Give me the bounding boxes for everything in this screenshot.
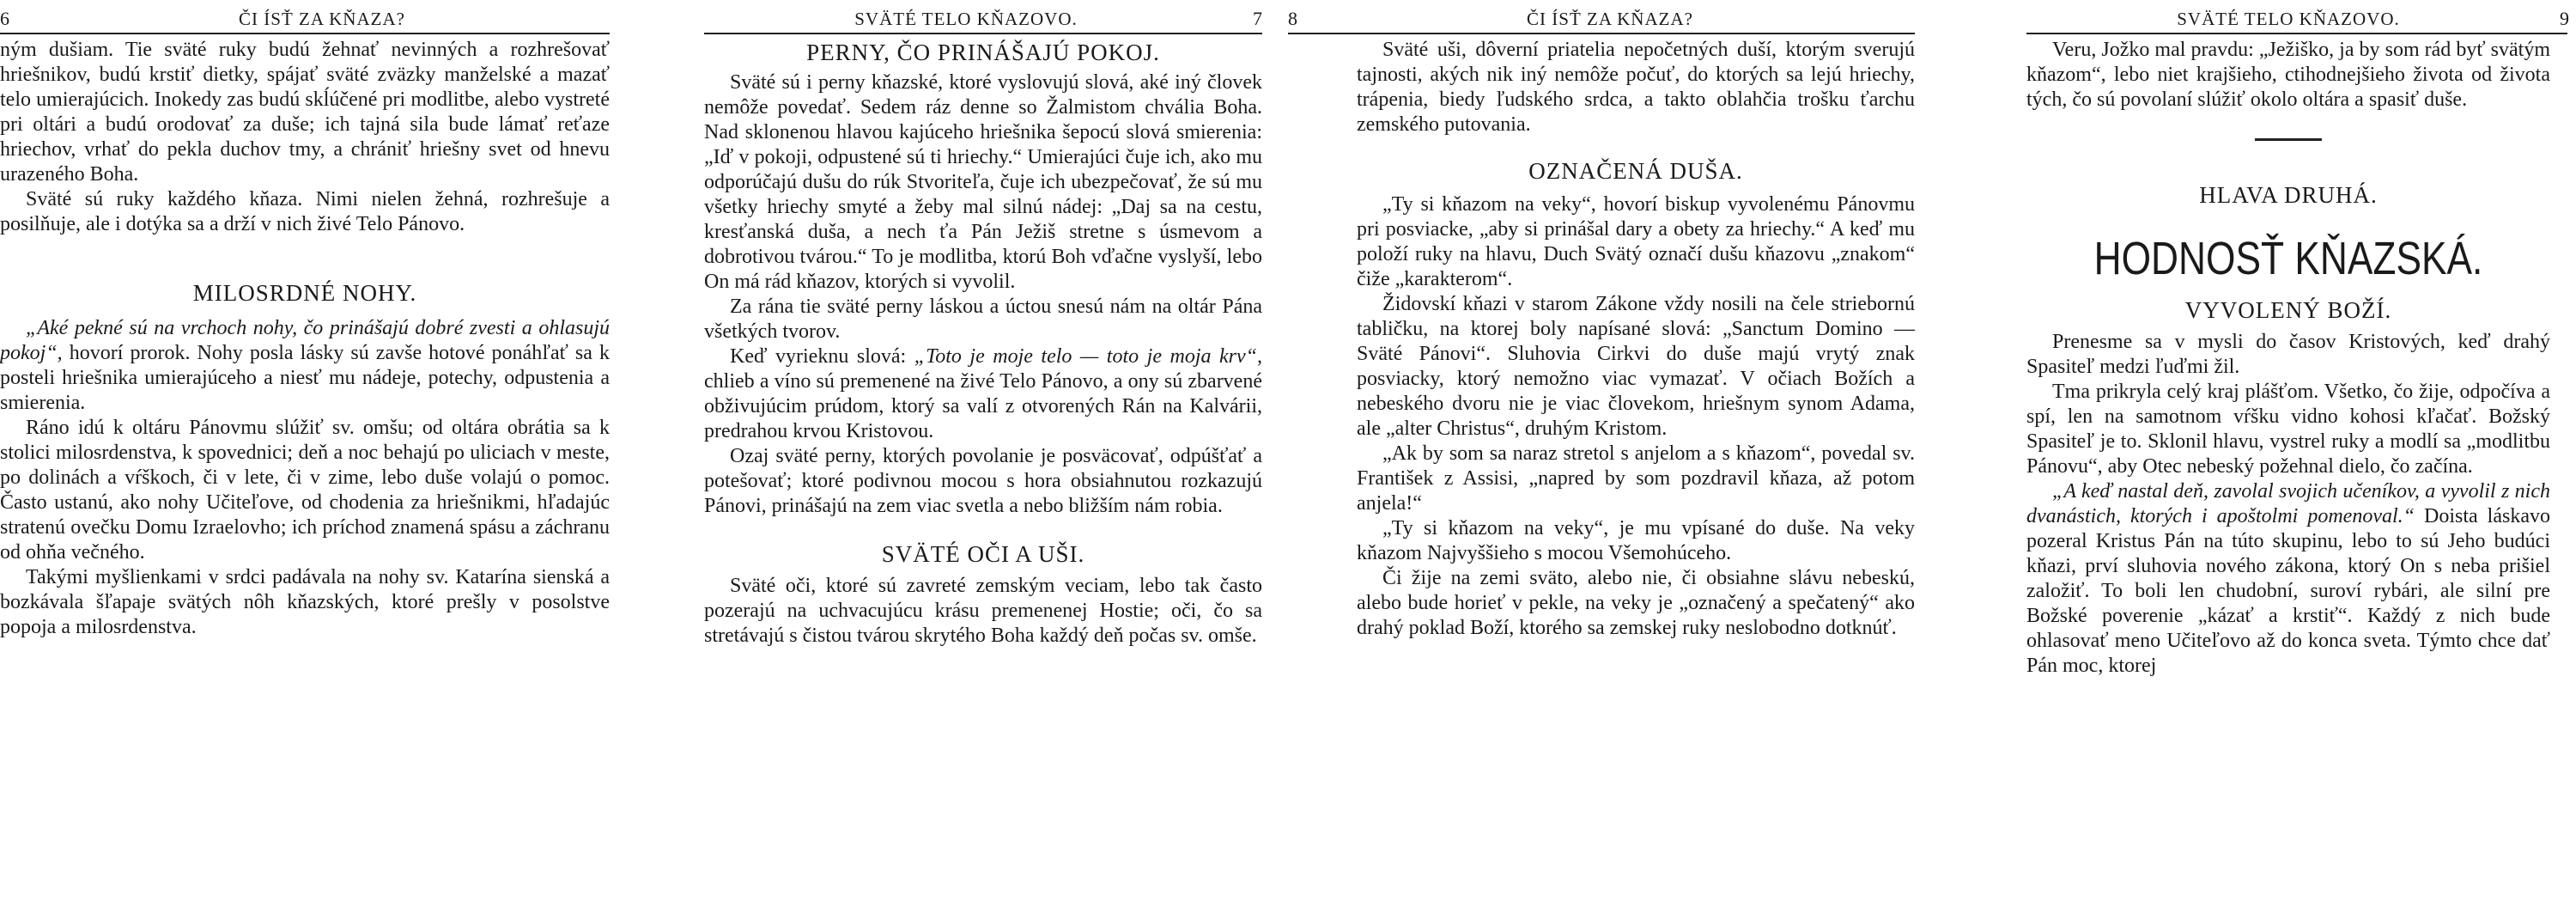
header-rule <box>1288 33 1915 34</box>
running-title: SVÄTÉ TELO KŇAZOVO. <box>2177 9 2400 29</box>
quote-italic: „A keď nastal deň, zavolal svojich učeníkov, a vyvolil z nich dvanástich, ktorých i apoštolmi pomenoval.“ <box>2026 480 2550 527</box>
paragraph: Takými myšlienkami v srdci padávala na nohy sv. Katarína sienská a bozkávala šľapaje svätých nôh kňazských, ktoré prešly v posolstve popoja a milosrdenstva. <box>0 566 610 638</box>
paragraph <box>2026 479 2550 679</box>
paragraph <box>704 344 1262 444</box>
running-header <box>1932 2 2576 36</box>
paragraph: Či žije na zemi sväto, alebo nie, či obsiahne slávu nebeskú, alebo bude horieť v pekle, na veky je „označený a spečatený“ ako drahý poklad Boží, ktorého sa zemskej ruky neslobodno dotknúť. <box>1357 567 1915 639</box>
section-heading: PERNY, ČO PRINÁŠAJÚ POKOJ. <box>806 40 1160 65</box>
header-rule <box>704 33 1262 34</box>
paragraph: Židovskí kňazi v starom Zákone vždy nosili na čele striebornú tabličku, na ktorej boly napísané slová: „Sanctum Domino — Sväté Pánovi“. Sluhovia Cirkvi do duše majú vrytý znak posviacky, ktorý nemožno viac vymazať. V očiach Božích a nebeského dvoru nie je viac človekom, hriešnym synom Adama, ale „alter Christus“, druhým Kristom. <box>1357 293 1915 440</box>
section-heading: OZNAČENÁ DUŠA. <box>1528 158 1743 184</box>
paragraph: Ozaj sväté perny, ktorých povolanie je posväcovať, odpúšťať a potešovať; ktoré podivnou mocou s hora obsiahnutou rozkazujú Pánovi, prinášajú na zem viac svetla a nebo bližším nám robia. <box>704 445 1262 517</box>
paragraph: Veru, Jožko mal pravdu: „Ježiško, ja by som rád byť svätým kňazom“, lebo niet krajšieho, ctihodnejšieho života od života tých, čo sú povolaní slúžiť okolo oltára a spasiť duše. <box>2026 39 2550 111</box>
page-6 <box>0 0 644 908</box>
running-title: SVÄTÉ TELO KŇAZOVO. <box>854 9 1078 29</box>
page-number: 6 <box>0 8 9 29</box>
paragraph: „Ty si kňazom na veky“, je mu vpísané do duše. Na veky kňazom Najvyššieho s mocou Všemohúceho. <box>1357 517 1915 564</box>
page-9 <box>1932 0 2576 908</box>
quote-italic: „Toto je moje telo — toto je moja krv“, <box>914 345 1263 368</box>
page-7 <box>644 0 1288 908</box>
header-rule <box>2026 33 2567 34</box>
paragraph: Sväté uši, dôverní priatelia nepočetných duší, ktorým sverujú tajnosti, akých nik iný nemôže počuť, do ktorých sa lejú hriechy, trápenia, biedy ľudského srdca, a takto oblahčia trošku ťarchu zemského putovania. <box>1357 39 1915 136</box>
paragraph-text: hovorí prorok. Nohy posla lásky sú zavše hotové ponáhľať sa k posteli hriešnika umierajúceho a niesť mu nádeje, potechy, odpustenia a smierenia. <box>0 342 610 414</box>
section-heading: VYVOLENÝ BOŽÍ. <box>2184 297 2392 323</box>
section-divider <box>2255 138 2322 141</box>
paragraph-text: Keď vyrieknu slová: <box>730 345 914 368</box>
page-number: 7 <box>1253 8 1262 29</box>
paragraph: Prenesme sa v mysli do časov Kristových, keď drahý Spasiteľ medzi ľuďmi žil. <box>2026 331 2550 378</box>
paragraph <box>0 316 610 416</box>
section-heading: SVÄTÉ OČI A UŠI. <box>881 541 1085 567</box>
running-header <box>644 2 1288 36</box>
paragraph: Za rána tie sväté perny láskou a úctou snesú nám na oltár Pána všetkých tvorov. <box>704 296 1262 343</box>
paragraph: ným dušiam. Tie sväté ruky budú žehnať nevinných a rozhrešovať hriešnikov, budú krstiť dietky, spájať sväté zväzky manželské a mazať telo umierajúcich. Inokedy zas budú skĺúčené pri modlitbe, alebo vystreté pri oltári a budú orodovať za duše; ich tajná sila bude lámať reťaze hriechov, vrhať do pekla duchov tmy, a chrániť hriešny svet od hnevu urazeného Boha. <box>0 39 610 186</box>
running-header <box>1288 2 1932 36</box>
page-number: 8 <box>1288 8 1297 29</box>
paragraph: „Ty si kňazom na veky“, hovorí biskup vyvolenému Pánovmu pri posviacke, „aby si prinášal dary a obety za hriechy.“ A keď mu položí ruky na hlavu, Duch Svätý označí dušu kňazovu „znakom“ čiže „karakterom“. <box>1357 193 1915 290</box>
paragraph: Sväté oči, ktoré sú zavreté zemským veciam, lebo tak často pozerajú na uchvacujúcu krásu premenenej Hostie; oči, čo sa stretávajú s čistou tvárou skrytého Boha každý deň počas sv. omše. <box>704 575 1262 647</box>
text-column <box>2026 38 2550 679</box>
paragraph: Tma prikryla celý kraj plášťom. Všetko, čo žije, odpočíva a spí, len na samotnom vŕšku vidno kohosi kľačať. Božský Spasiteľ je to. Sklonil hlavu, vystrel ruky a modlí sa „modlitbu Pánovu“, aby Otec nebeský požehnal dielo, čo začína. <box>2026 381 2550 478</box>
section-heading: MILOSRDNÉ NOHY. <box>192 280 417 306</box>
paragraph: Sväté sú i perny kňazské, ktoré vyslovujú slová, aké iný človek nemôže povedať. Sedem ráz denne so Žalmistom chvália Boha. Nad sklonenou hlavou kajúceho hriešnika šepocú slová smierenia: „Iď v pokoji, odpustené sú ti hriechy.“ Umierajúci čuje ich, ako mu odporúčajú dušu do rúk Stvoriteľa, čuje ich ubezpečovať, že sú mu všetky hriechy smyté a žeby mal silnú nádej: „Daj sa na cestu, kresťanská duša, a nech ťa Pán Ježiš stretne s úsmevom a dobrotivou tvárou.“ To je modlitba, ktorú Boh vďačne vyslyší, lebo On má rád kňazov, ktorých si vyvolil. <box>704 71 1262 293</box>
paragraph-text: chlieb a víno sú premenené na živé Telo Pánovo, a ony sú zbarvené obživujúcim prúdom, ktorý sa valí z otvorených Rán na Kalvárii, predrahou krvou Kristovou. <box>704 370 1262 442</box>
text-column <box>1357 38 1915 641</box>
paragraph: „Ak by som sa naraz stretol s anjelom a s kňazom“, povedal sv. František z Assisi, „napred by som pozdravil kňaza, až potom anjela!“ <box>1357 442 1915 515</box>
running-title: ČI ÍSŤ ZA KŇAZA? <box>1527 9 1693 29</box>
paragraph: Ráno idú k oltáru Pánovmu slúžiť sv. omšu; od oltára obrátia sa k stolici milosrdenstva, k spovednici; deň a noc behajú po uliciach v meste, po dolinách a vŕškoch, či v lete, či v zime, lebo duše volajú o pomoc. Často ustanú, ako nohy Učiteľove, od chodenia za hriešnikmi, hľadajúc stratenú ovečku Domu Izraelovho; ich príchod znamená spásu a záchranu od ohňa večného. <box>0 417 610 564</box>
header-rule <box>0 33 610 34</box>
running-title: ČI ÍSŤ ZA KŇAZA? <box>239 9 405 29</box>
running-header <box>0 2 644 36</box>
chapter-label: HLAVA DRUHÁ. <box>2199 182 2378 208</box>
paragraph: Sväté sú ruky každého kňaza. Nimi nielen žehná, rozhrešuje a posilňuje, ale i dotýka sa a drží v nich živé Telo Pánovo. <box>0 188 610 235</box>
paragraph-text: Doista láskavo pozeral Kristus Pán na túto skupinu, lebo to sú Jeho budúci kňazi, prví sluhovia nového zákona, ktorý On s neba prišiel založiť. To boli len chudobní, suroví rybári, ale silní pre Božské poverenie „kázať a krstiť“. Každý z nich bude ohlasovať meno Učiteľovo až do konca sveta. Týmto chce dať Pán moc, ktorej <box>2026 505 2550 677</box>
chapter-title: HODNOSŤ KŇAZSKÁ. <box>2093 233 2483 284</box>
page-number: 9 <box>2560 8 2569 29</box>
text-column <box>704 38 1262 649</box>
text-column <box>0 38 610 640</box>
quote-italic: „Aké pekné sú na vrchoch nohy, čo prinášajú dobré zvesti a ohlasujú pokoj“, <box>0 317 610 364</box>
page-8 <box>1288 0 1932 908</box>
